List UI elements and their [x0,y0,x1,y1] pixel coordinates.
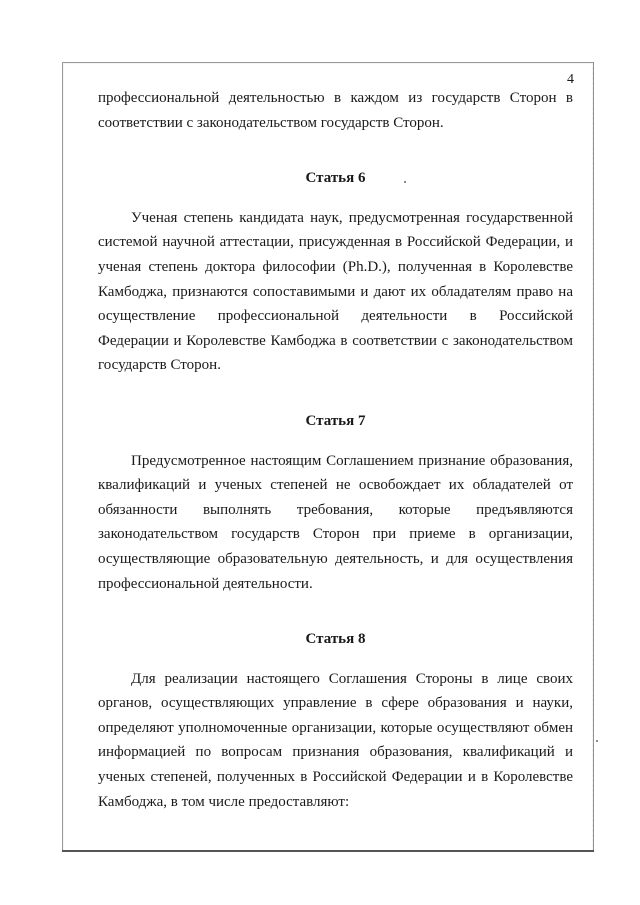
article-7-text: Предусмотренное настоящим Соглашением признание образования, квалификаций и ученых степеней не освобождает их обладателей от обязанности выполнять требования, которые предъявляются законодательством государств Сторон при приеме в организации, осуществляющие образовательную деятельность, и для осуществления профессиональной деятельности. [98,452,573,592]
scan-speck [596,740,598,742]
article-7-heading: Статья 7 [305,412,366,429]
intro-paragraph: профессиональной деятельностью в каждом из государств Сторон в соответствии с законодательством государств Сторон. [98,90,573,131]
article-8-text: Для реализации настоящего Соглашения Стороны в лице своих органов, осуществляющих управление в сфере образования и науки, определяют уполномоченные организации, которые осуществляют обмен информацией по вопросам признания образования, квалификаций и ученых степеней, полученных в Российской Федерации и в Королевстве Камбоджа, в том числе предоставляют: [98,670,573,810]
scan-speck [404,181,406,183]
scan-frame-right-edge [592,62,594,852]
article-6-heading: Статья 6 [305,170,366,187]
article-8-heading: Статья 8 [305,631,366,648]
article-6-text: Ученая степень кандидата наук, предусмотренная государственной системой научной аттестации, присужденная в Российской Федерации, и ученая степень доктора философии (Ph.D.), полученная в Королевстве Камбоджа, признаются сопоставимыми и дают их обладателям право на осуществление профессиональной деятельности в Российской Федерации и Королевстве Камбоджа в соответствии с законодательством государств Сторон. [98,209,573,374]
page-number: 4 [567,72,574,87]
document-body [98,86,573,814]
scan-frame-bottom-edge [62,850,594,852]
